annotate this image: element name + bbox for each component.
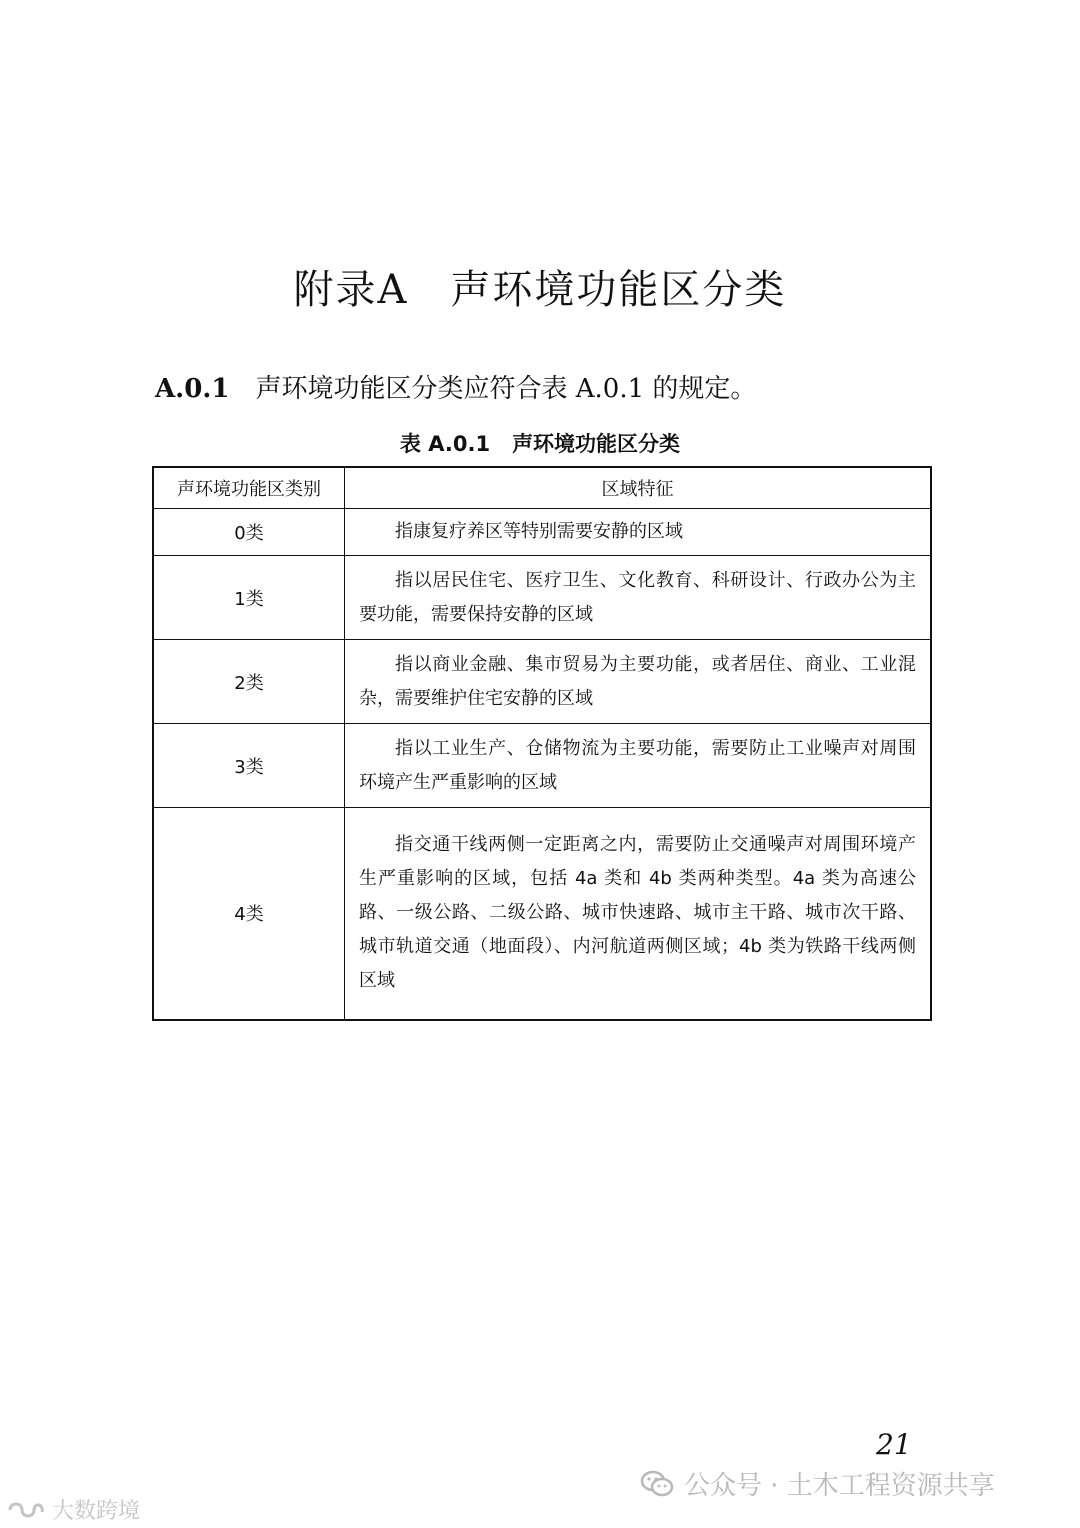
clause-paragraph bbox=[155, 368, 756, 405]
row-description: 指以商业金融、集市贸易为主要功能，或者居住、商业、工业混杂，需要维护住宅安静的区域 bbox=[345, 640, 932, 724]
header-description: 区域特征 bbox=[345, 467, 932, 509]
clause-number: A.0.1 bbox=[155, 374, 230, 404]
row-description: 指以居民住宅、医疗卫生、文化教育、科研设计、行政办公为主要功能，需要保持安静的区域 bbox=[345, 556, 932, 640]
table-caption bbox=[0, 428, 1080, 458]
row-description: 指康复疗养区等特别需要安静的区域 bbox=[345, 509, 932, 556]
row-category: 2类 bbox=[153, 640, 345, 724]
zone-classification-table bbox=[152, 466, 932, 1021]
clause-text: 声环境功能区分类应符合表 A.0.1 的规定。 bbox=[255, 374, 757, 404]
wechat-account-text: 公众号 · 土木工程资源共享 bbox=[684, 1471, 995, 1501]
table-row bbox=[153, 640, 931, 724]
row-category: 1类 bbox=[153, 556, 345, 640]
page-number: 21 bbox=[876, 1428, 912, 1461]
wechat-icon bbox=[640, 1470, 674, 1498]
brand-logo-icon bbox=[6, 1498, 46, 1522]
wechat-watermark bbox=[640, 1465, 995, 1502]
brand-text: 大数跨境 bbox=[52, 1499, 141, 1524]
brand-watermark bbox=[6, 1494, 140, 1525]
row-description: 指以工业生产、仓储物流为主要功能，需要防止工业噪声对周围环境产生严重影响的区域 bbox=[345, 724, 932, 808]
row-description: 指交通干线两侧一定距离之内，需要防止交通噪声对周围环境产生严重影响的区域，包括 4a 类和 4b 类两种类型。4a 类为高速公路、一级公路、二级公路、城市快速路、城市主干路、城市次干路、城市轨道交通（地面段）、内河航道两侧区域；4b 类为铁路干线两侧区域 bbox=[345, 808, 932, 1020]
table-row bbox=[153, 808, 931, 1020]
table-caption-number: 表 A.0.1 bbox=[399, 432, 491, 456]
page-title: 附录A 声环境功能区分类 bbox=[293, 267, 787, 313]
row-category: 0类 bbox=[153, 509, 345, 556]
table-row bbox=[153, 724, 931, 808]
table-caption-title: 声环境功能区分类 bbox=[512, 432, 681, 456]
row-category: 4类 bbox=[153, 808, 345, 1020]
header-category: 声环境功能区类别 bbox=[153, 467, 345, 509]
table-row bbox=[153, 509, 931, 556]
table-row bbox=[153, 556, 931, 640]
row-category: 3类 bbox=[153, 724, 345, 808]
table-header-row bbox=[153, 467, 931, 509]
